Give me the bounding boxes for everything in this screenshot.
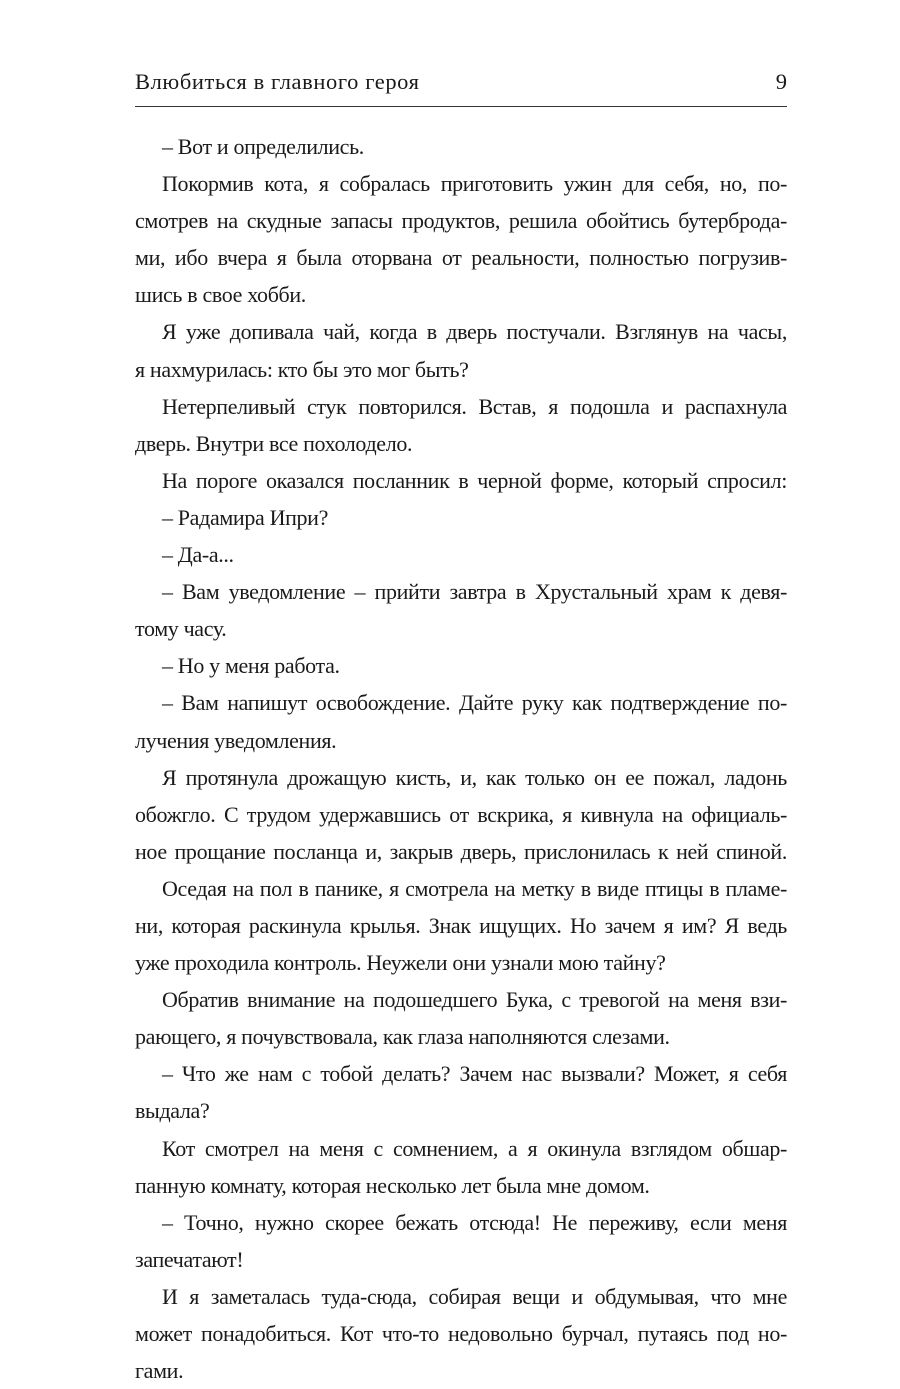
paragraph [135,870,787,981]
text-line: Я протянула дрожащую кисть, и, как только он ее пожал, ладонь [162,764,787,790]
text-line: может понадобиться. Кот что-то недовольно бурчал, путаясь под но- [135,1321,787,1346]
text-line: шись в свое хобби. [135,282,306,308]
text-line: дверь. Внутри все похолодело. [135,430,413,456]
text-line: выдала? [135,1098,210,1124]
text-line: Оседая на пол в панике, я смотрела на метку в виде птицы в пламе- [162,875,787,901]
text-line: Кот смотрел на меня с сомнением, а я окинула взглядом обшар- [162,1135,787,1161]
paragraph [135,759,787,870]
text-line: уже проходила контроль. Неужели они узнали мою тайну? [135,950,666,976]
text-line: Нетерпеливый стук повторился. Встав, я подошла и распахнула [162,393,787,419]
running-header [135,66,787,100]
text-line: – Радамира Ипри? [162,504,329,530]
text-line: Я уже допивала чай, когда в дверь постучали. Взглянув на часы, [162,319,787,345]
text-line: И я заметалась туда-сюда, собирая вещи и обдумывая, что мне [162,1283,787,1309]
paragraph [135,981,787,1055]
text-line: – Точно, нужно скорее бежать отсюда! Не переживу, если меня [162,1209,787,1235]
text-line: – Да-а... [162,542,234,568]
paragraph [135,1278,787,1389]
text-line: – Что же нам с тобой делать? Зачем нас вызвали? Может, я себя [162,1061,787,1087]
paragraph [135,647,787,684]
paragraph [135,1130,787,1204]
text-line: ное прощание посланца и, закрыв дверь, прислонилась к ней спиной. [135,838,787,864]
paragraph [135,1204,787,1278]
text-line: гами. [135,1358,184,1384]
paragraph [135,536,787,573]
text-line: ни, которая раскинула крылья. Знак ищущих. Но зачем я им? Я ведь [135,912,787,938]
text-line: обожгло. С трудом удержавшись от вскрика, я кивнула на официаль- [135,801,787,827]
text-line: – Вам напишут освобождение. Дайте руку как подтверждение по- [162,690,787,716]
text-line: – Вам уведомление – прийти завтра в Хрустальный храм к девя- [162,579,787,605]
header-rule [135,106,787,107]
text-line: – Вот и определились. [162,134,364,159]
paragraph [135,388,787,462]
text-line: панную комнату, которая несколько лет была мне домом. [135,1172,650,1198]
text-line: – Но у меня работа. [162,653,340,679]
paragraph [135,499,787,536]
text-line: тому часу. [135,616,227,642]
paragraph [135,1055,787,1129]
page-number: 9 [775,69,787,94]
text-line: я нахмурилась: кто бы это мог быть? [135,356,469,382]
paragraph [135,573,787,647]
text-line: лучения уведомления. [135,727,337,753]
text-line: рающего, я почувствовала, как глаза наполняются слезами. [135,1024,670,1050]
text-line: запечатают! [135,1246,244,1272]
paragraph [135,165,787,313]
paragraph [135,128,787,165]
paragraph [135,684,787,758]
text-line: Обратив внимание на подошедшего Бука, с тревогой на меня взи- [162,987,787,1013]
paragraph [135,462,787,499]
text-line: смотрев на скудные запасы продуктов, решила обойтись бутерброда- [135,208,787,234]
text-line: На пороге оказался посланник в черной форме, который спросил: [162,467,787,493]
running-title: Влюбиться в главного героя [135,69,420,94]
text-line: Покормив кота, я собралась приготовить ужин для себя, но, по- [162,171,787,197]
paragraph [135,313,787,387]
text-line: ми, ибо вчера я была оторвана от реальности, полностью погрузив- [135,245,787,271]
